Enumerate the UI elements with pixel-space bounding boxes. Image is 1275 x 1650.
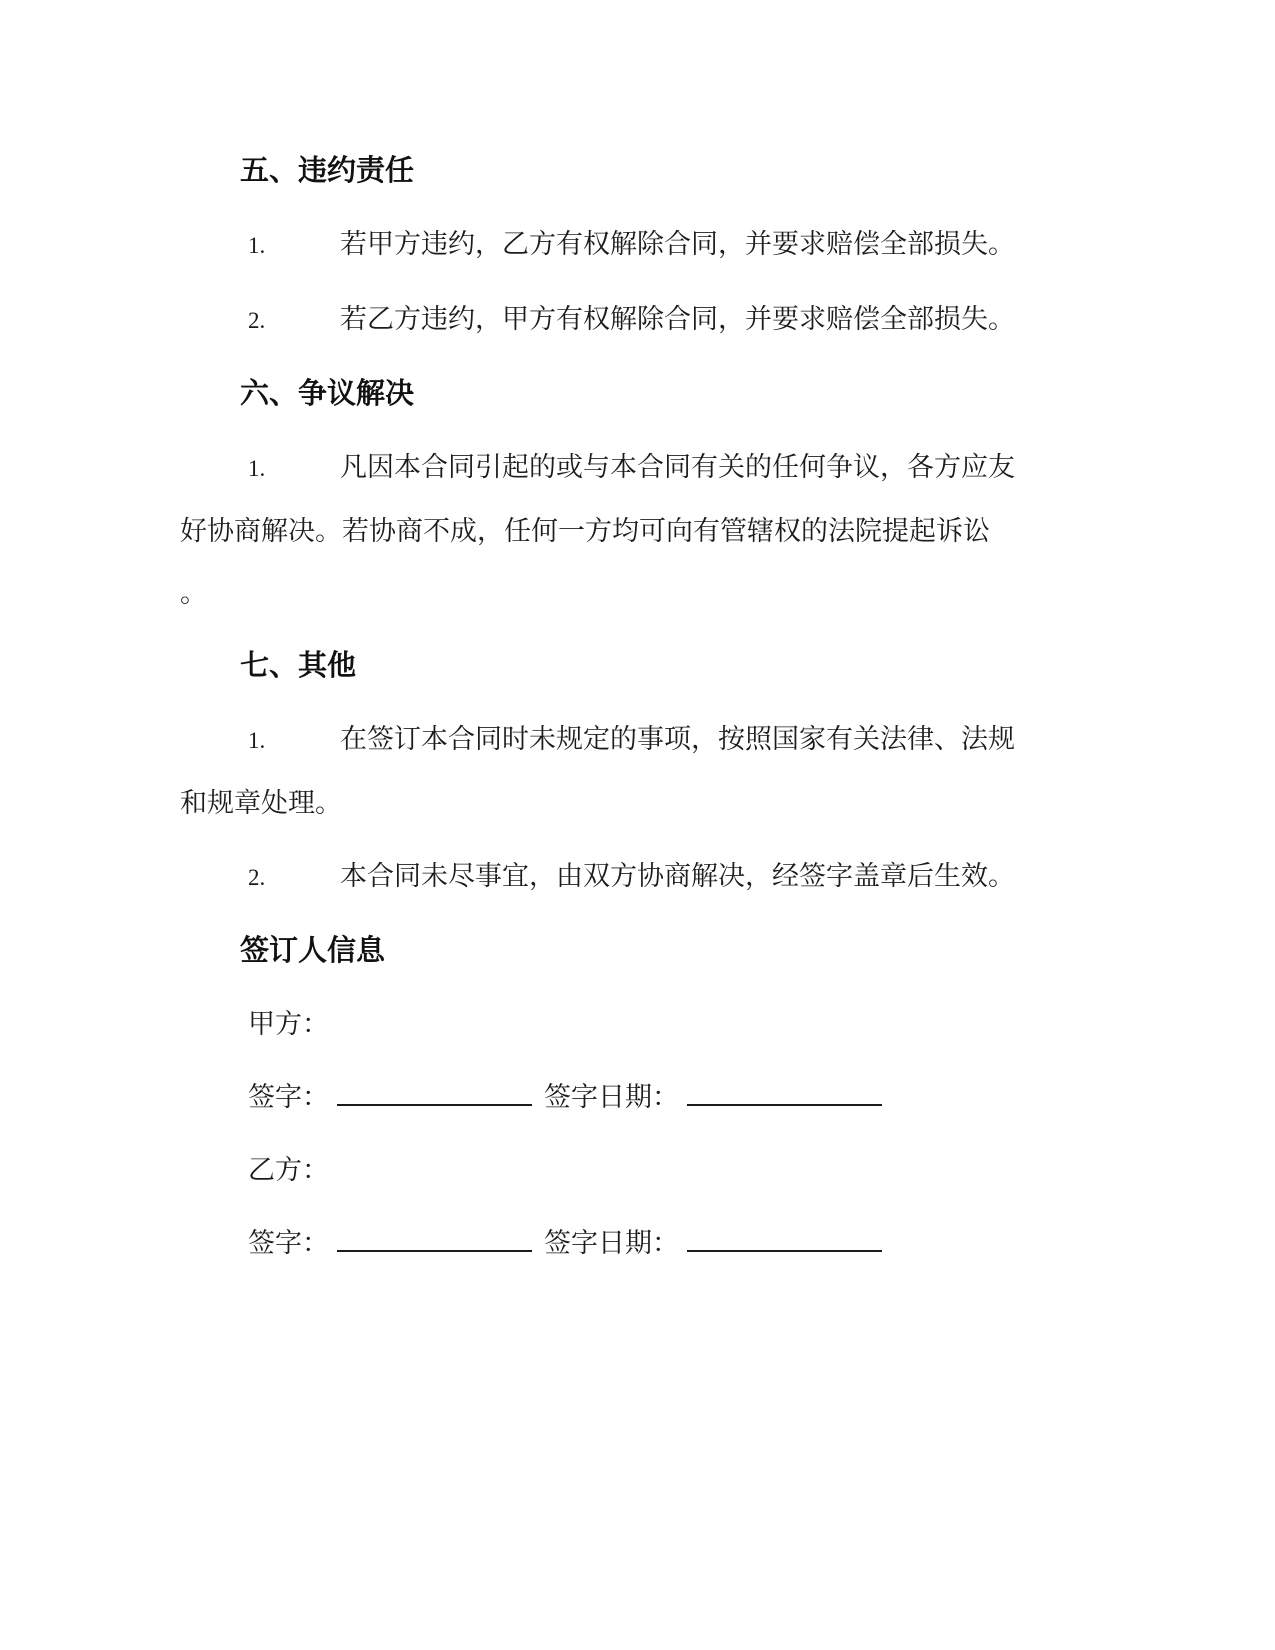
party-a-signature-line bbox=[337, 1070, 532, 1106]
list-number: 2. bbox=[248, 865, 266, 890]
item-text: 若甲方违约，乙方有权解除合同，并要求赔偿全部损失。 bbox=[340, 229, 1015, 259]
party-b-label: 乙方： bbox=[248, 1155, 329, 1185]
list-item-line bbox=[180, 213, 1025, 277]
sign-label: 签字： bbox=[248, 1228, 329, 1258]
sign-label: 签字： bbox=[248, 1082, 329, 1112]
item-text: 在签订本合同时未规定的事项，按照国家有关法律、法规 bbox=[340, 724, 1015, 754]
party-a-row bbox=[180, 993, 1025, 1055]
item-text: 本合同未尽事宜，由双方协商解决，经签字盖章后生效。 bbox=[340, 861, 1015, 891]
list-item bbox=[180, 288, 1025, 352]
list-number: 1. bbox=[248, 728, 266, 753]
sign-date-label: 签字日期： bbox=[544, 1228, 679, 1258]
list-item bbox=[180, 213, 1025, 277]
list-number: 2. bbox=[248, 308, 266, 333]
list-item bbox=[180, 436, 1025, 624]
sign-date-label: 签字日期： bbox=[544, 1082, 679, 1112]
signing-info-heading: 签订人信息 bbox=[240, 935, 386, 967]
list-number: 1. bbox=[248, 233, 266, 258]
list-number: 1. bbox=[248, 456, 266, 481]
list-item-line bbox=[180, 288, 1025, 352]
item-text: 凡因本合同引起的或与本合同有关的任何争议，各方应友 bbox=[340, 452, 1015, 482]
party-b-sign-date-line bbox=[687, 1216, 882, 1252]
list-item-continuation: 。 bbox=[180, 578, 207, 608]
party-a-sign-date-line bbox=[687, 1070, 882, 1106]
party-a-signature-row bbox=[180, 1066, 1025, 1128]
list-item-continuation: 好协商解决。若协商不成，任何一方均可向有管辖权的法院提起诉讼 bbox=[180, 516, 990, 546]
list-item-continuation: 和规章处理。 bbox=[180, 788, 342, 818]
list-item bbox=[180, 708, 1025, 834]
list-item-line bbox=[180, 708, 1025, 772]
party-b-row bbox=[180, 1139, 1025, 1201]
list-item bbox=[180, 845, 1025, 909]
item-text: 若乙方违约，甲方有权解除合同，并要求赔偿全部损失。 bbox=[340, 304, 1015, 334]
section-heading-miscellaneous: 七、其他 bbox=[240, 650, 357, 682]
section-heading-dispute-resolution: 六、争议解决 bbox=[240, 378, 415, 410]
party-b-signature-row bbox=[180, 1212, 1025, 1274]
party-a-label: 甲方： bbox=[248, 1009, 329, 1039]
section-heading-breach-liability: 五、违约责任 bbox=[240, 155, 415, 187]
list-item-line bbox=[180, 845, 1025, 909]
party-b-signature-line bbox=[337, 1216, 532, 1252]
list-item-line bbox=[180, 436, 1025, 500]
